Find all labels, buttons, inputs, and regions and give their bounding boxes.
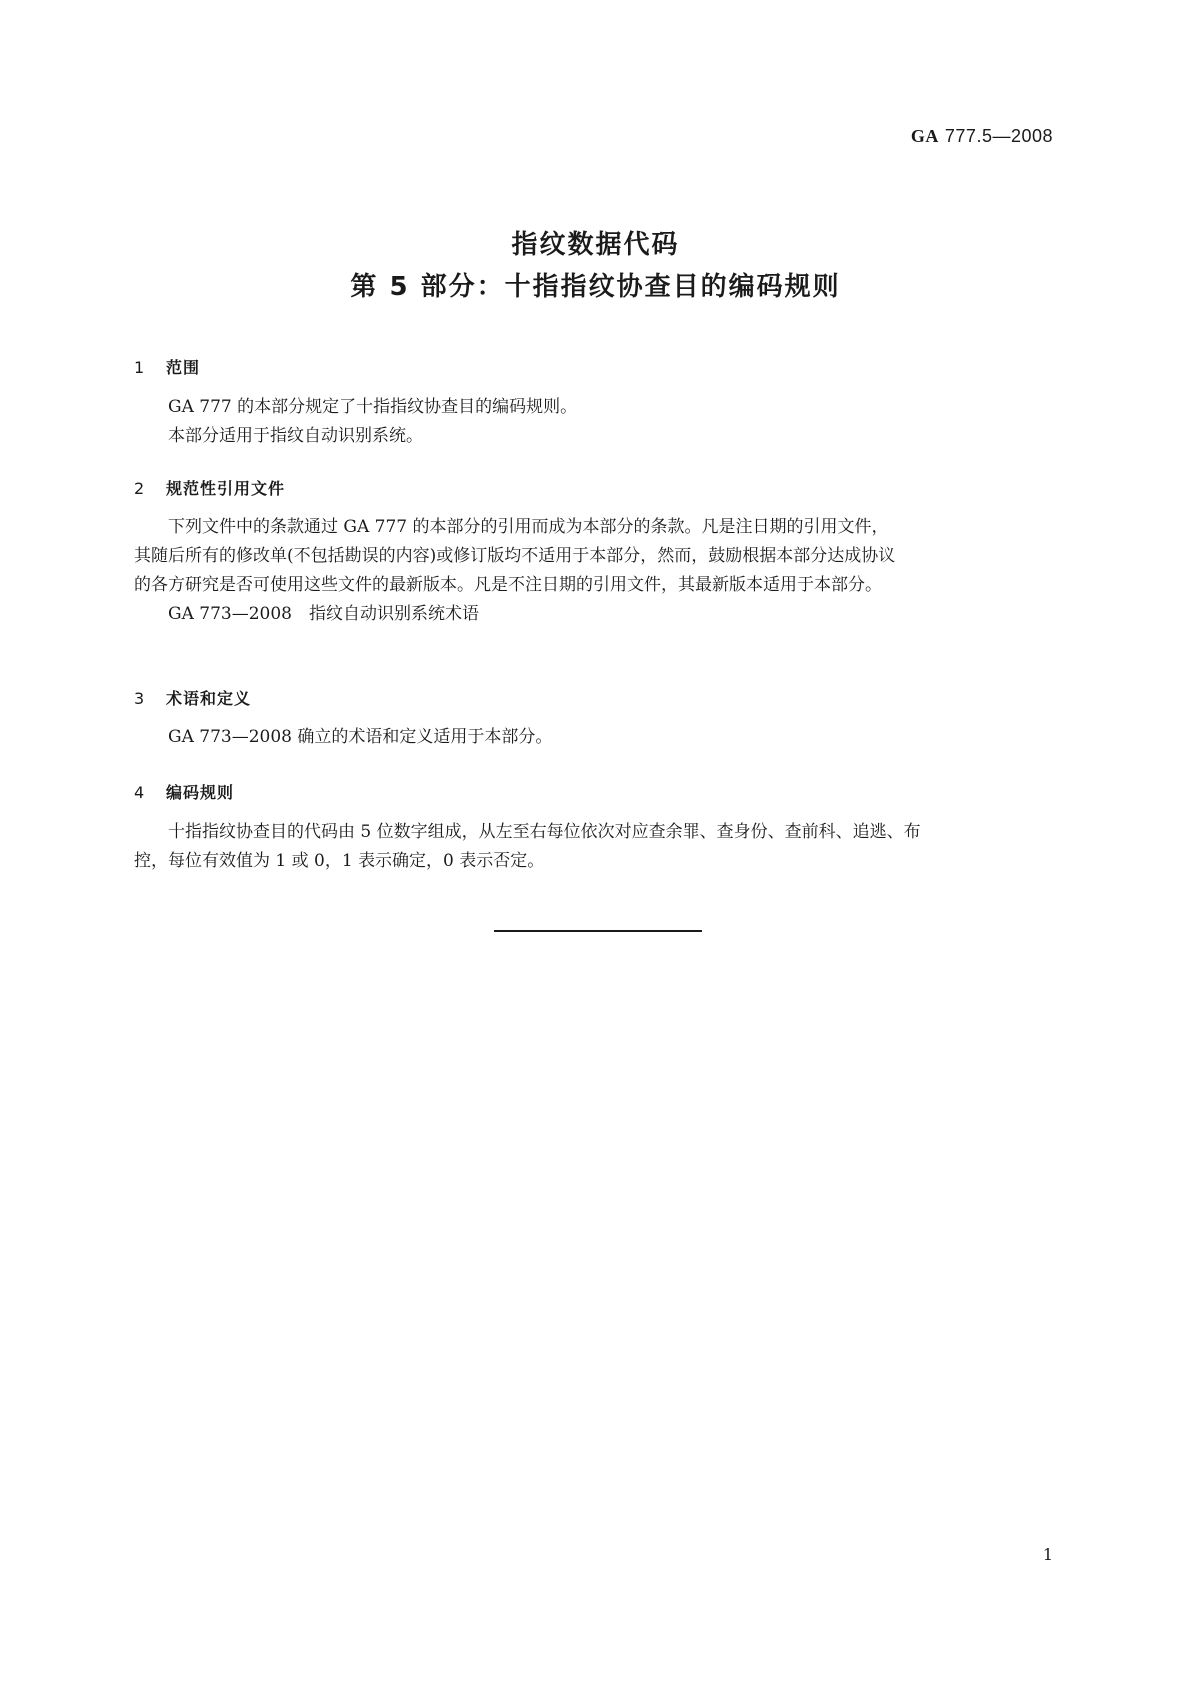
section-1-heading [134, 355, 200, 378]
section-3-body [134, 723, 1056, 752]
standard-number [911, 126, 1053, 147]
paragraph-line: 其随后所有的修改单(不包括勘误的内容)或修订版均不适用于本部分，然而，鼓励根据本部分达成协议 [134, 546, 896, 566]
document-title [0, 224, 1191, 308]
section-title: 术语和定义 [166, 689, 252, 708]
section-4-body [134, 818, 1056, 876]
paragraph-line: 的各方研究是否可使用这些文件的最新版本。凡是不注日期的引用文件，其最新版本适用于本部分。 [134, 575, 882, 595]
section-title: 编码规则 [166, 783, 235, 802]
section-4-heading [134, 780, 234, 803]
paragraph-line: GA 773—2008 确立的术语和定义适用于本部分。 [168, 727, 553, 747]
section-number: 3 [134, 689, 146, 708]
section-title: 范围 [166, 358, 201, 377]
standard-prefix: GA [910, 126, 939, 146]
paragraph-line: GA 777 的本部分规定了十指指纹协查目的编码规则。 [168, 397, 578, 417]
section-title: 规范性引用文件 [166, 479, 286, 498]
paragraph-line: 控，每位有效值为 1 或 0，1 表示确定，0 表示否定。 [134, 851, 545, 871]
section-1-body [134, 393, 1056, 451]
section-number: 1 [134, 358, 146, 377]
title-line-2: 第 5 部分：十指指纹协查目的编码规则 [350, 272, 841, 302]
title-line-1: 指纹数据代码 [511, 230, 680, 260]
reference-line: GA 773—2008 指纹自动识别系统术语 [168, 604, 479, 624]
end-of-document-rule [494, 930, 702, 932]
section-2-heading [134, 476, 285, 499]
standard-code: 777.5—2008 [944, 126, 1053, 146]
section-2-body [134, 513, 1056, 629]
section-3-heading [134, 686, 251, 709]
paragraph-line: 本部分适用于指纹自动识别系统。 [168, 426, 423, 446]
paragraph-line: 十指指纹协查目的代码由 5 位数字组成，从左至右每位依次对应查余罪、查身份、查前科、追逃、布 [168, 822, 921, 842]
section-number: 2 [134, 479, 146, 498]
page-number: 1 [1042, 1545, 1053, 1564]
section-number: 4 [134, 783, 146, 802]
paragraph-line: 下列文件中的条款通过 GA 777 的本部分的引用而成为本部分的条款。凡是注日期的引用文件， [168, 517, 889, 537]
